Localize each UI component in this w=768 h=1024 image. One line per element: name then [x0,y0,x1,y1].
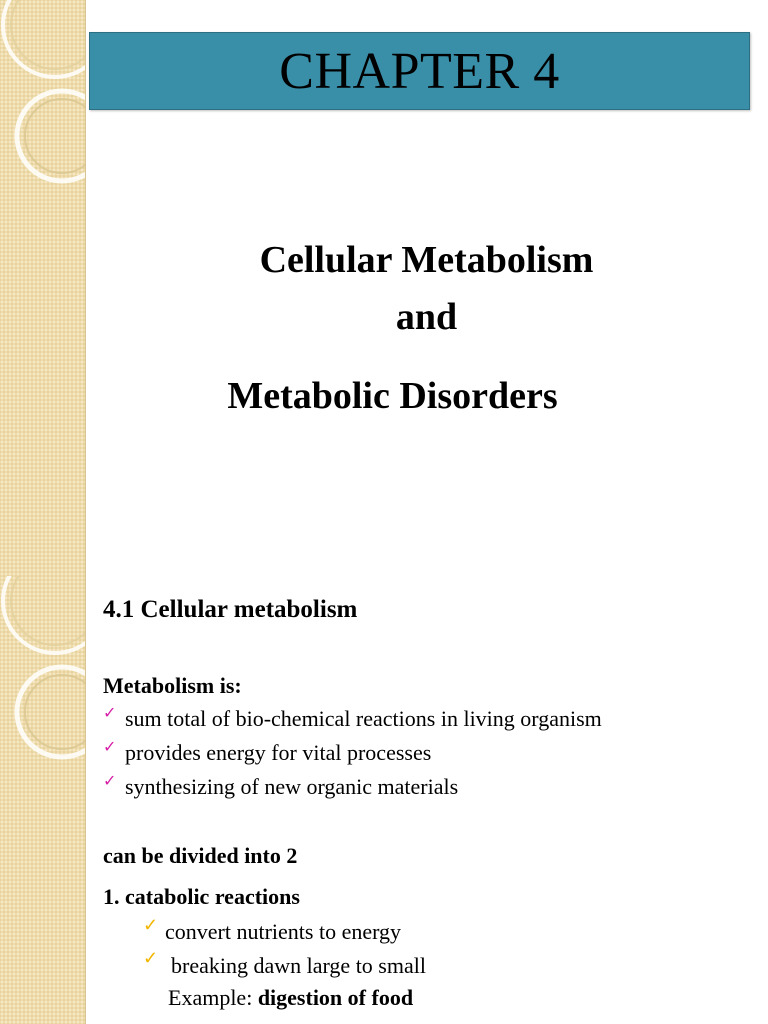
list-item: convert nutrients to energy [165,919,402,944]
definition-label: Metabolism is: [103,673,242,698]
catabolic-heading: 1. catabolic reactions [103,884,300,909]
content-slide [0,576,768,1024]
slide-title-line-1: Cellular Metabolism [259,239,594,281]
chapter-label: CHAPTER 4 [279,42,560,100]
chapter-banner [89,32,750,110]
example-label: Example: [168,985,258,1010]
checkmark-icon: ✓ [143,948,159,968]
example-value: digestion of food [257,985,414,1010]
section-heading: 4.1 Cellular metabolism [103,596,358,623]
slide-title-line-2: and [395,296,458,338]
checkmark-icon: ✓ [103,739,117,756]
decorative-side-strip [0,0,86,576]
decorative-side-strip [0,576,86,1024]
list-item: breaking dawn large to small [171,953,426,978]
example-line [168,985,413,1011]
list-item: sum total of bio-chemical reactions in living organism [125,706,602,731]
list-item: synthesizing of new organic materials [125,774,459,799]
checkmark-icon: ✓ [103,705,117,722]
checkmark-icon: ✓ [143,915,159,935]
slide-title-line-3: Metabolic Disorders [227,375,558,417]
decorative-rings-icon [0,0,85,576]
decorative-rings-icon [0,576,85,1024]
checkmark-icon: ✓ [103,773,117,790]
list-item: provides energy for vital processes [125,740,432,765]
division-label: can be divided into 2 [103,843,298,868]
